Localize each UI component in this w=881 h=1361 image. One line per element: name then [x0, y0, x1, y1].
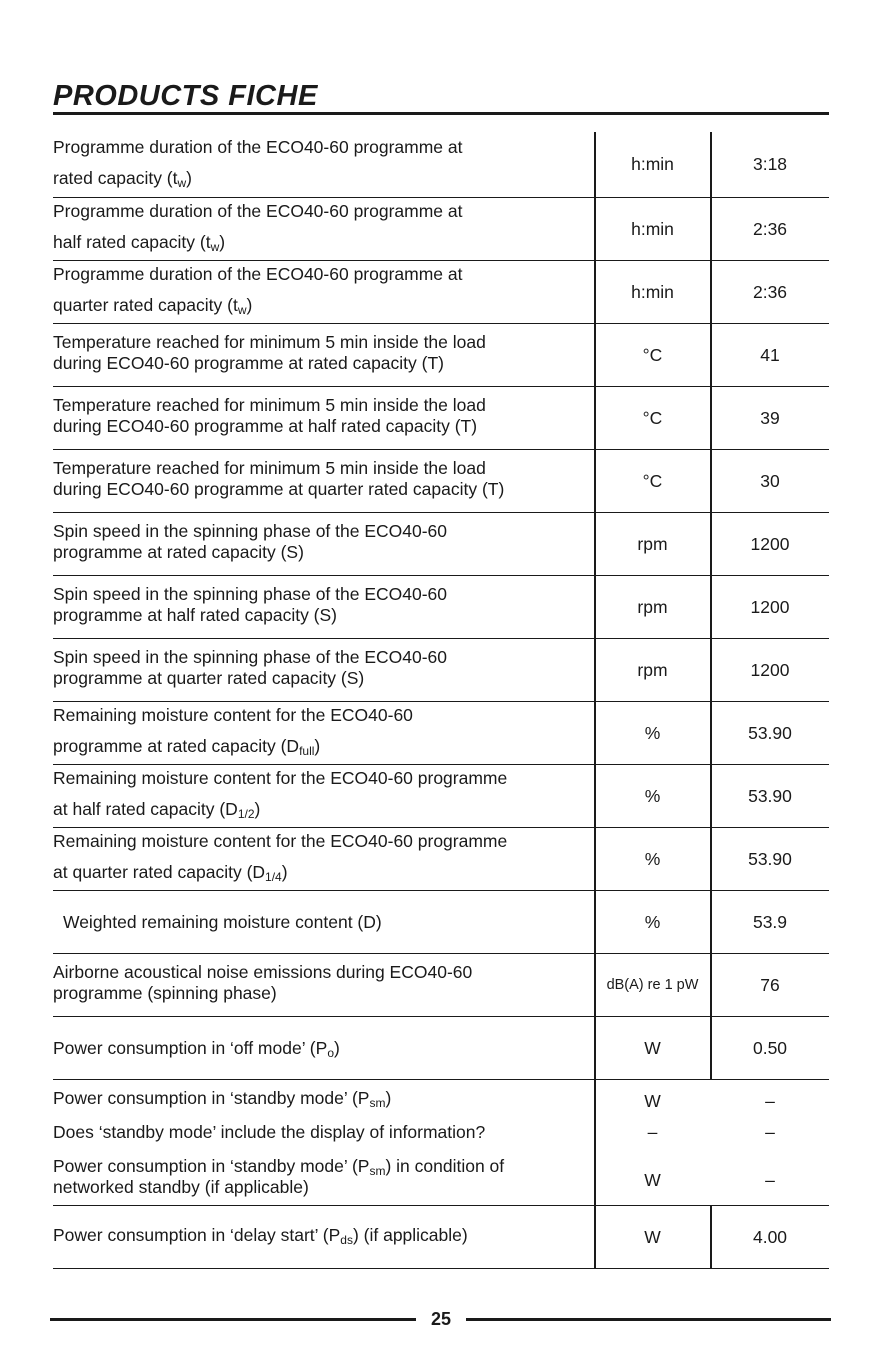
row-description	[53, 324, 593, 386]
row-unit: %	[644, 785, 661, 806]
row-description	[53, 261, 593, 323]
row-line2: during ECO40-60 programme at rated capacity (T)	[53, 353, 444, 373]
row-subscript: w	[177, 175, 187, 190]
row-line1: Temperature reached for minimum 5 min inside the load	[53, 458, 486, 478]
row-line2: at quarter rated capacity (D	[53, 862, 266, 882]
row-tail: )	[314, 736, 321, 756]
row-description	[53, 891, 603, 953]
row-value: 3:18	[752, 154, 788, 174]
row-unit: W	[644, 1037, 661, 1058]
row-subscript: w	[237, 303, 247, 317]
row-tail: )	[219, 232, 226, 252]
row-line2: quarter rated capacity (t	[53, 295, 238, 315]
delay-start-text: Power consumption in ‘delay start’ (P	[53, 1224, 341, 1245]
row-unit: rpm	[637, 659, 668, 680]
footer-rule-right	[466, 1318, 831, 1321]
row-unit: h:min	[631, 281, 674, 302]
row-unit: °C	[642, 344, 663, 365]
row-description	[53, 450, 593, 512]
table-row	[53, 1017, 829, 1080]
table-row	[53, 324, 829, 387]
table-row	[53, 576, 829, 639]
row-line1: Temperature reached for minimum 5 min inside the load	[53, 395, 486, 415]
product-fiche-table	[53, 132, 829, 1269]
row-line2: during ECO40-60 programme at quarter rated capacity (T)	[53, 479, 505, 499]
row-value: 2:36	[752, 218, 788, 239]
row-line1: Remaining moisture content for the ECO40-60 programme	[53, 768, 508, 788]
row-subscript: 1/4	[265, 870, 282, 884]
row-value: 53.90	[748, 848, 792, 869]
row-line1: Spin speed in the spinning phase of the ECO40-60	[53, 521, 448, 541]
row-tail: )	[186, 167, 192, 188]
row-line1: Programme duration of the ECO40-60 programme at	[53, 136, 463, 157]
row-value: 53.90	[748, 785, 792, 806]
row-line2: at half rated capacity (D	[53, 799, 238, 819]
page-title: PRODUCTS FICHE	[53, 80, 318, 112]
row-description	[53, 132, 593, 197]
networked-standby-line2: networked standby (if applicable)	[53, 1177, 309, 1197]
row-description	[53, 702, 593, 764]
table-row	[53, 891, 829, 954]
row-line1: Weighted remaining moisture content (D)	[63, 911, 382, 932]
row-description	[53, 1017, 593, 1079]
row-subscript: w	[210, 240, 220, 254]
standby-power-label	[53, 1088, 391, 1109]
table-row	[53, 765, 829, 828]
row-description	[53, 639, 593, 701]
table-row	[53, 639, 829, 702]
row-value: 4.00	[752, 1226, 788, 1247]
row-value: 53.9	[752, 911, 788, 932]
row-line1: Remaining moisture content for the ECO40-60	[53, 705, 413, 725]
standby-display-unit: –	[647, 1122, 658, 1142]
row-unit: rpm	[637, 596, 668, 617]
row-line1: Remaining moisture content for the ECO40-60 programme	[53, 831, 508, 851]
row-line1: Airborne acoustical noise emissions during ECO40-60	[53, 962, 473, 982]
networked-standby-text: Power consumption in ‘standby mode’ (P	[53, 1156, 370, 1176]
row-unit: h:min	[631, 218, 674, 239]
row-line2: rated capacity (t	[53, 167, 178, 188]
table-row	[53, 198, 829, 261]
row-unit: °C	[642, 470, 663, 491]
standby-display-value: –	[765, 1122, 775, 1142]
row-description	[53, 954, 593, 1016]
standby-power-unit: W	[644, 1091, 661, 1111]
networked-standby-tail: ) in condition of	[385, 1156, 505, 1176]
row-subscript: full	[299, 744, 315, 758]
standby-power-subscript: sm	[369, 1096, 386, 1110]
networked-standby-unit: W	[644, 1170, 661, 1190]
row-value: 76	[760, 974, 780, 995]
row-line1: Spin speed in the spinning phase of the ECO40-60	[53, 647, 448, 667]
row-line2: half rated capacity (t	[53, 232, 211, 252]
row-value: 1200	[750, 596, 790, 617]
row-value: 53.90	[748, 722, 792, 743]
row-value: 2:36	[752, 281, 788, 302]
table-row	[53, 513, 829, 576]
row-value: 1200	[750, 659, 790, 680]
row-unit: rpm	[637, 533, 668, 554]
row-description	[53, 765, 593, 827]
delay-start-subscript: ds	[340, 1232, 353, 1247]
row-description	[53, 198, 593, 260]
row-line2: programme at half rated capacity (S)	[53, 605, 338, 625]
row-description	[53, 387, 593, 449]
row-value: 0.50	[752, 1037, 788, 1058]
row-unit: %	[644, 911, 661, 932]
delay-start-tail: ) (if applicable)	[352, 1224, 468, 1245]
standby-block	[53, 1080, 829, 1206]
row-unit: dB(A) re 1 pW	[606, 977, 699, 993]
row-line1: Power consumption in ‘off mode’ (P	[53, 1037, 328, 1058]
row-line2: programme (spinning phase)	[53, 983, 277, 1003]
table-row	[53, 954, 829, 1017]
row-tail: )	[334, 1037, 340, 1058]
standby-power-text: Power consumption in ‘standby mode’ (P	[53, 1088, 370, 1108]
table-row	[53, 132, 829, 198]
table-row	[53, 828, 829, 891]
row-description	[53, 828, 593, 890]
table-row	[53, 702, 829, 765]
row-value: 1200	[750, 533, 790, 554]
row-value: 30	[760, 470, 780, 491]
table-row-delay-start	[53, 1206, 829, 1269]
row-unit: W	[644, 1226, 661, 1247]
row-unit: °C	[642, 407, 663, 428]
row-line1: Programme duration of the ECO40-60 programme at	[53, 201, 463, 221]
networked-standby-value: –	[765, 1170, 775, 1190]
row-value: 41	[760, 344, 780, 365]
row-unit: %	[644, 722, 661, 743]
row-description	[53, 513, 593, 575]
row-description	[53, 1206, 593, 1268]
networked-standby-subscript: sm	[369, 1164, 386, 1178]
page-number: 25	[430, 1309, 452, 1329]
standby-power-value: –	[765, 1091, 775, 1111]
row-line1: Spin speed in the spinning phase of the ECO40-60	[53, 584, 448, 604]
row-unit: h:min	[631, 154, 674, 174]
row-description	[53, 576, 593, 638]
row-tail: )	[281, 862, 288, 882]
standby-power-tail: )	[385, 1088, 392, 1108]
networked-standby-label	[53, 1156, 504, 1177]
table-row	[53, 450, 829, 513]
row-unit: %	[644, 848, 661, 869]
row-subscript: o	[327, 1045, 334, 1060]
row-value: 39	[760, 407, 780, 428]
row-tail: )	[254, 799, 261, 819]
table-row	[53, 261, 829, 324]
row-line1: Temperature reached for minimum 5 min inside the load	[53, 332, 486, 352]
row-tail: )	[246, 295, 253, 315]
row-line2: during ECO40-60 programme at half rated capacity (T)	[53, 416, 478, 436]
row-line2: programme at rated capacity (D	[53, 736, 300, 756]
row-subscript: 1/2	[237, 807, 255, 821]
footer-rule-left	[50, 1318, 416, 1321]
row-line1: Programme duration of the ECO40-60 programme at	[53, 264, 463, 284]
standby-display-question: Does ‘standby mode’ include the display of information?	[53, 1122, 486, 1142]
row-line2: programme at rated capacity (S)	[53, 542, 304, 562]
row-line2: programme at quarter rated capacity (S)	[53, 668, 365, 688]
title-underline	[53, 112, 829, 115]
table-row	[53, 387, 829, 450]
